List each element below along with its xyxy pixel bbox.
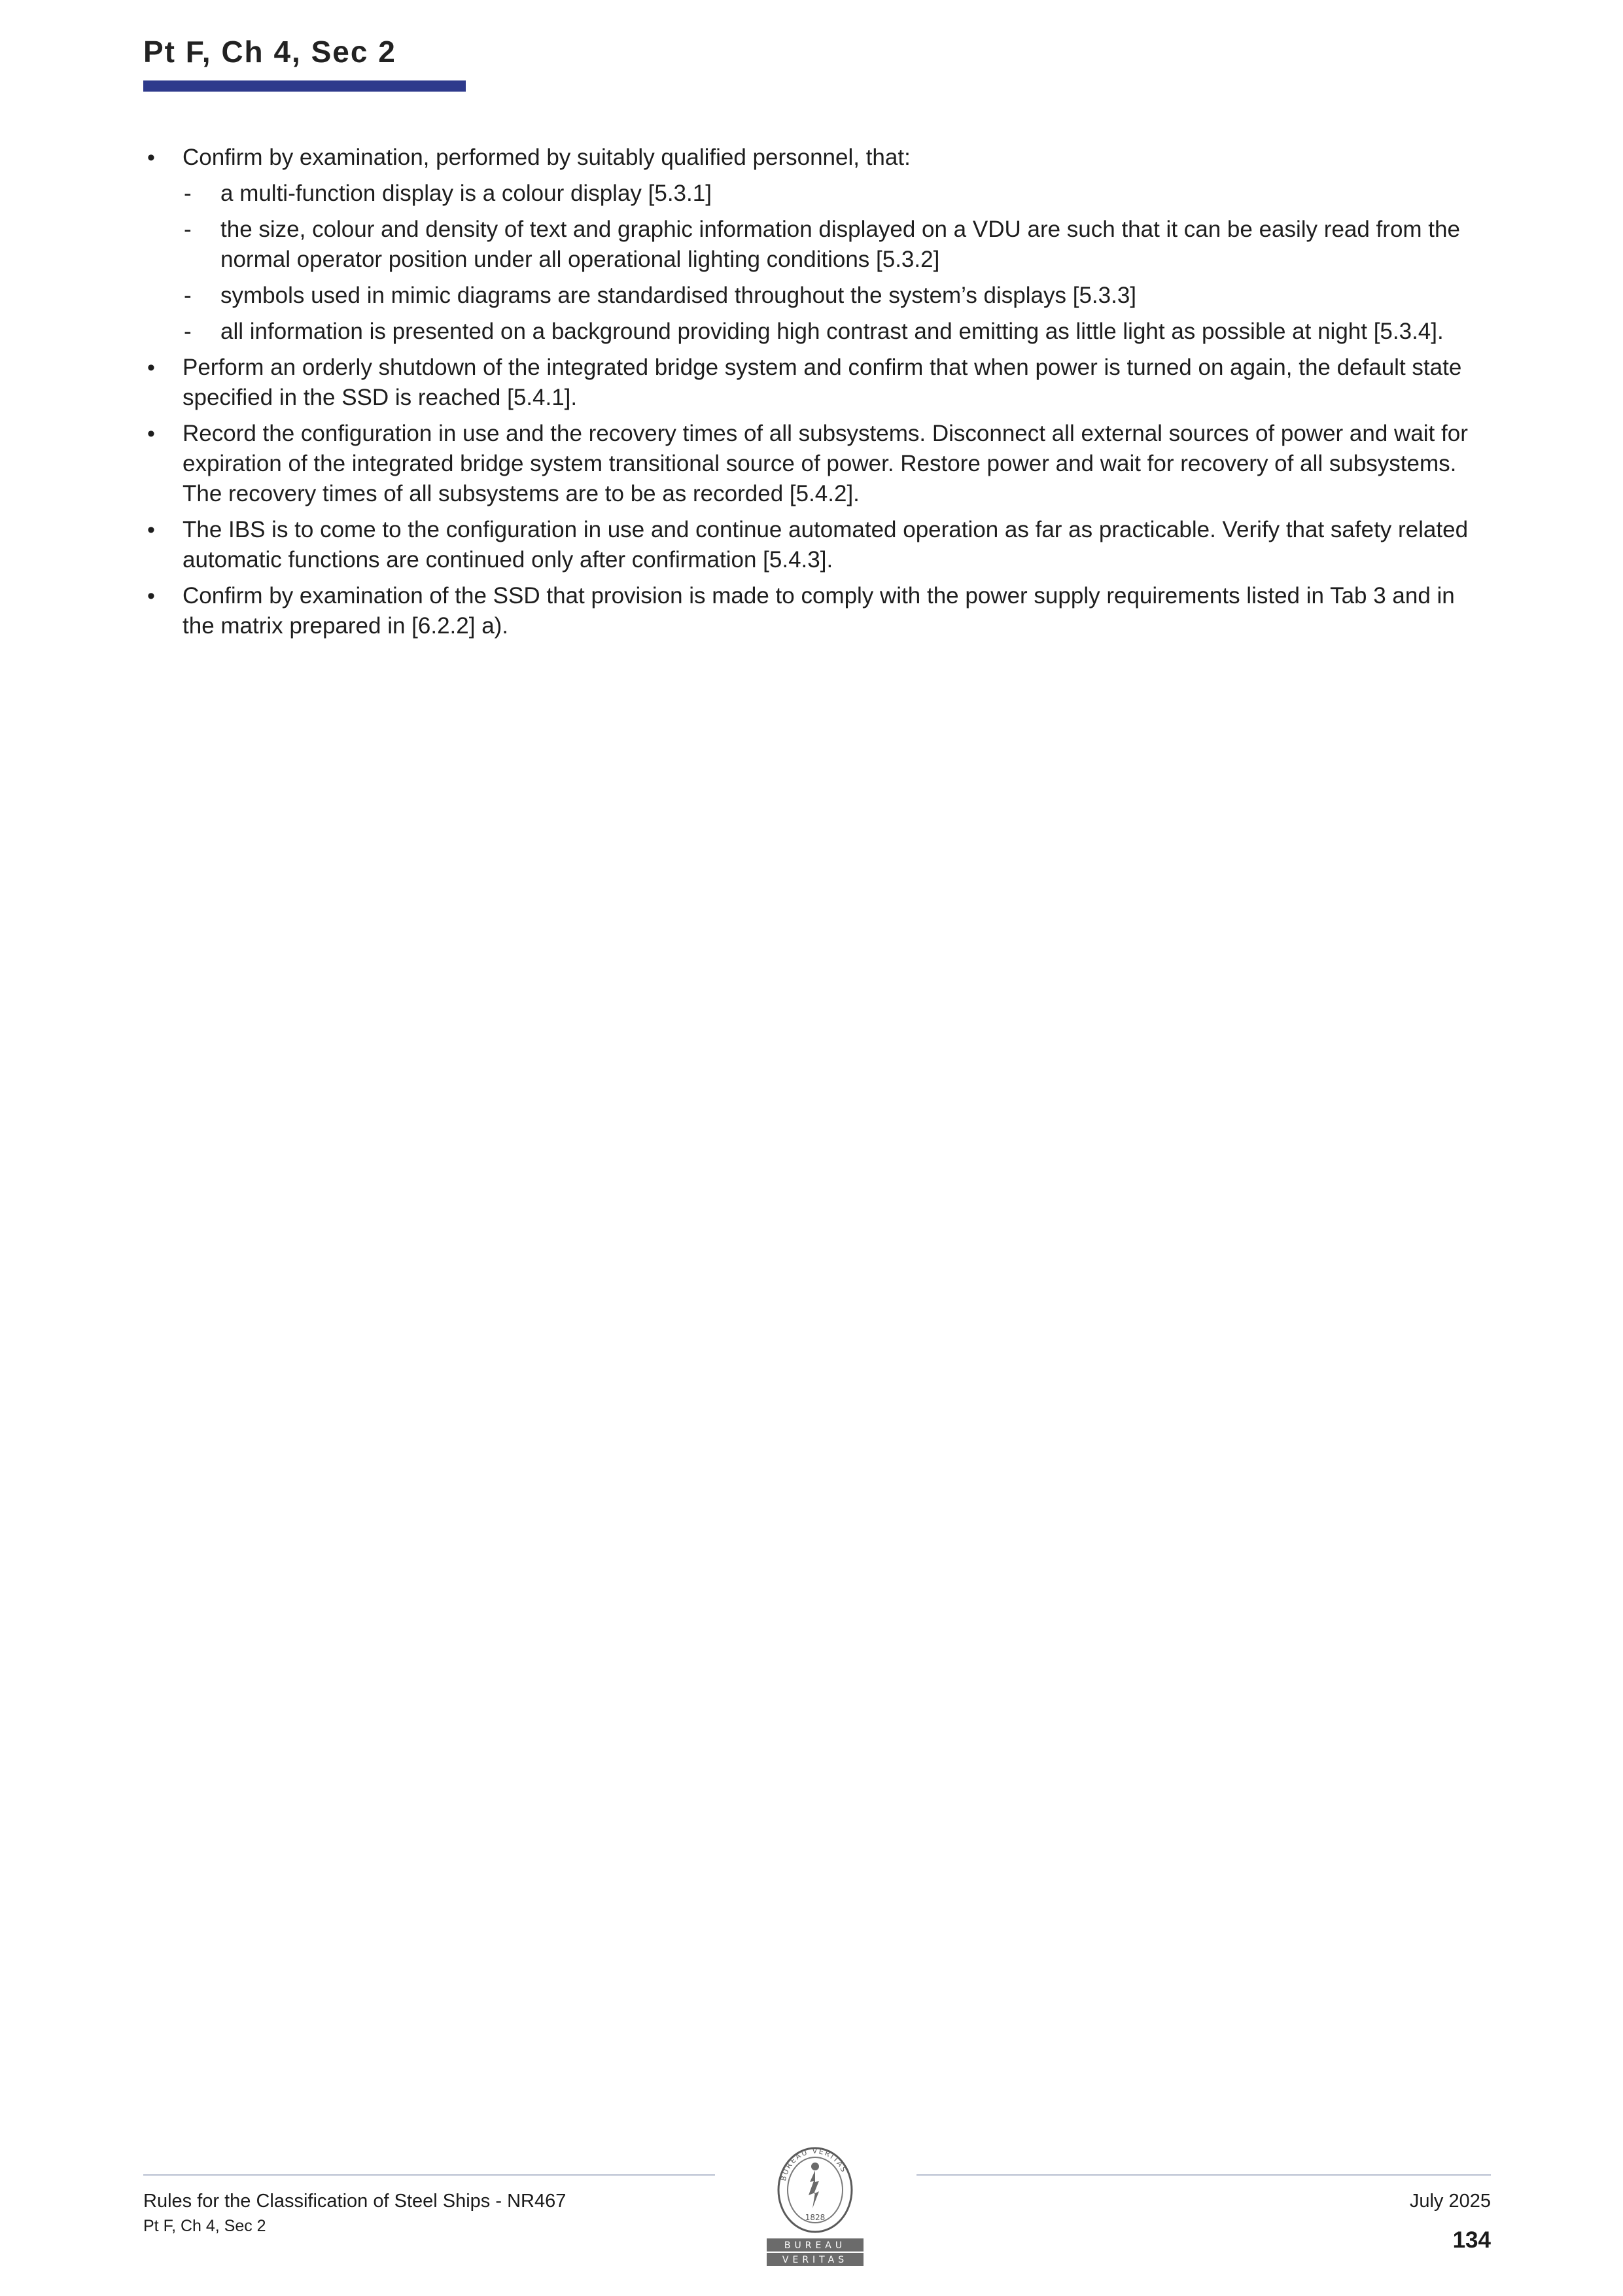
footer-rule-right — [916, 2174, 1491, 2176]
bullet-item — [143, 353, 1491, 413]
section-title: Pt F, Ch 4, Sec 2 — [143, 35, 396, 69]
sub-item-text: the size, colour and density of text and graphic information displayed on a VDU are such that it can be easily read from the normal operator position under all operational lighting conditions [5.3.2] — [220, 217, 1460, 272]
publication-date: July 2025 — [1409, 2191, 1491, 2212]
bullet-text: Confirm by examination of the SSD that provision is made to comply with the power supply requirements listed in Tab 3 and in the matrix prepared in [6.2.2] a). — [183, 583, 1455, 639]
bullet-icon: • — [147, 518, 155, 542]
bullet-text: Confirm by examination, performed by suitably qualified personnel, that: — [183, 145, 911, 170]
dash-icon: - — [184, 217, 192, 242]
dash-icon: - — [184, 283, 192, 308]
sub-item — [143, 215, 1491, 275]
sub-item — [143, 179, 1491, 209]
bullet-text: Record the configuration in use and the recovery times of all subsystems. Disconnect all external sources of power and wait for expiration of the integrated bridge system transitional source of power. Restore power and wait for recovery of all subsystems. The recovery times of all subsystems are to be as recorded [5.4.2]. — [183, 421, 1468, 506]
sub-item — [143, 281, 1491, 311]
page-number: 134 — [1452, 2227, 1491, 2253]
logo-year: 1828 — [805, 2213, 826, 2222]
footer-rule-left — [143, 2174, 715, 2176]
logo-word-bottom: VERITAS — [782, 2255, 848, 2265]
bullet-icon: • — [147, 584, 155, 609]
body-content — [143, 143, 1491, 647]
bullet-item — [143, 581, 1491, 641]
bullet-icon: • — [147, 421, 155, 446]
bullet-item — [143, 515, 1491, 575]
footer-section-ref: Pt F, Ch 4, Sec 2 — [143, 2217, 266, 2235]
sub-item-text: symbols used in mimic diagrams are standardised throughout the system’s displays [5.3.3] — [220, 283, 1137, 308]
sub-item-text: all information is presented on a background providing high contrast and emitting as little light as possible at night [5.3.4]. — [220, 319, 1444, 344]
bullet-icon: • — [147, 355, 155, 380]
document-title: Rules for the Classification of Steel Ships - NR467 — [143, 2191, 567, 2212]
sub-item-text: a multi-function display is a colour display [5.3.1] — [220, 181, 712, 206]
dash-icon: - — [184, 319, 192, 344]
sub-item — [143, 317, 1491, 347]
bullet-item — [143, 143, 1491, 173]
logo-ring-text: BUREAU VERITAS — [778, 2146, 849, 2182]
bullet-item — [143, 419, 1491, 509]
logo-word-top: BUREAU — [784, 2240, 846, 2251]
bullet-text: The IBS is to come to the configuration in use and continue automated operation as far as practicable. Verify that safety related automatic functions are continued only after confirmation [5.4.3]. — [183, 517, 1469, 573]
bullet-icon: • — [147, 145, 155, 170]
bureau-veritas-logo-icon — [767, 2143, 864, 2267]
dash-icon: - — [184, 181, 192, 206]
header-accent-bar — [143, 80, 466, 92]
bullet-text: Perform an orderly shutdown of the integrated bridge system and confirm that when power is turned on again, the default state specified in the SSD is reached [5.4.1]. — [183, 355, 1462, 410]
